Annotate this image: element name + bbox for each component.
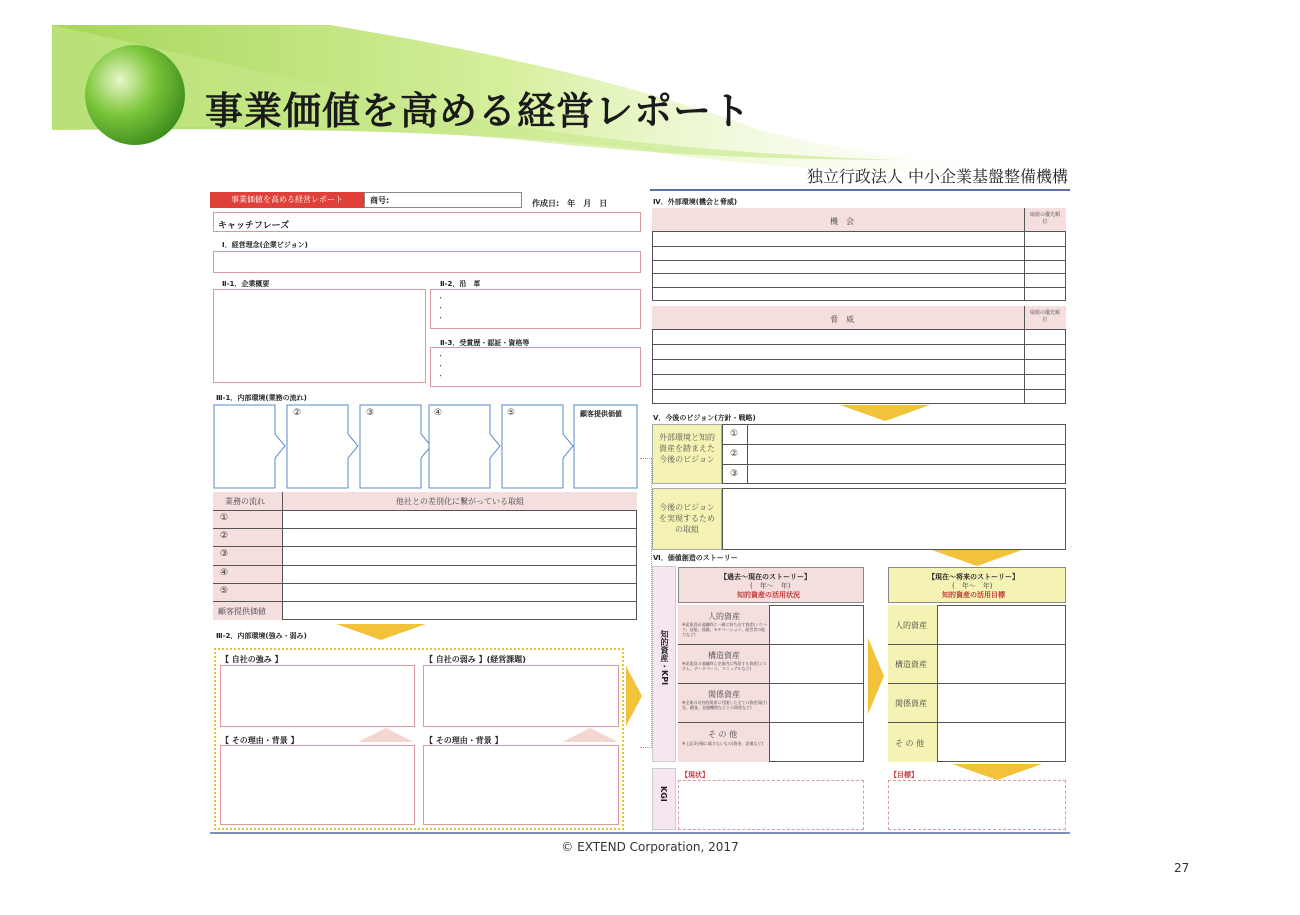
asset-4-desc: ※上記3分類に属さないもの(資金、設備など) [682, 741, 764, 746]
vision-action-field[interactable] [722, 488, 1066, 550]
arrow-up-icon [358, 728, 414, 742]
asset-2-name: 構造資産 [708, 651, 740, 660]
arrow-right-icon [868, 638, 884, 714]
priority-label-1: 取組の優先順位 [1030, 212, 1061, 225]
reason2-field[interactable] [423, 745, 619, 825]
future-asset-4: そ の 他 [895, 739, 925, 748]
company-label: 商号: [370, 196, 390, 205]
flow-step-value: 顧客提供価値 [580, 410, 622, 418]
future-asset-1: 人的資産 [895, 621, 927, 630]
goal-kgi-field[interactable] [888, 780, 1066, 830]
table-row-3: ③ [220, 549, 229, 559]
globe-icon [85, 45, 185, 145]
past-sub: 知的資産の活用状況 [737, 591, 800, 599]
bottom-rule [210, 832, 1070, 834]
awards-field[interactable] [430, 347, 641, 387]
vision-action-label: 今後のビジョンを実現するための取組 [659, 503, 715, 534]
past-title: 【過去～現在のストーリー】 [720, 573, 811, 581]
date-label: 作成日: 年 月 日 [532, 199, 608, 208]
arrow-down-icon [840, 405, 930, 421]
section2-2-label: Ⅱ-2．沿 革 [440, 280, 481, 288]
section3-1-label: Ⅲ-1．内部環境(業務の流れ) [216, 394, 307, 402]
history-field[interactable] [430, 289, 641, 329]
vision-num-1: ① [730, 429, 739, 439]
section3-2-label: Ⅲ-2．内部環境(強み・弱み) [216, 632, 307, 640]
organization-name: 独立行政法人 中小企業基盤整備機構 [806, 167, 1068, 186]
asset-1-desc: ※従業員が退職時に一緒に持ち出す資産(ノウハウ、技能、経験、モチベーション、経営者の能力など) [682, 622, 767, 637]
weakness-field[interactable] [423, 665, 619, 727]
vision-num-2: ② [730, 449, 739, 459]
company-overview-field[interactable] [213, 289, 426, 383]
goal-label: 【目標】 [890, 771, 918, 779]
past-years: ( 年～ 年) [750, 582, 791, 590]
reason1-field[interactable] [220, 745, 415, 825]
table-row-value: 顧客提供価値 [218, 607, 266, 616]
weakness-label: 【 自社の弱み 】(経営課題) [425, 655, 526, 664]
arrow-down-icon [952, 764, 1042, 780]
table-row-2: ② [220, 531, 229, 541]
asset-3-name: 関係資産 [708, 690, 740, 699]
table-head-left: 業務の流れ [225, 497, 265, 506]
flow-step-5: ⑤ [507, 408, 516, 418]
current-label: 【現状】 [681, 771, 709, 779]
catchphrase-label: キャッチフレーズ [218, 221, 290, 231]
strength-field[interactable] [220, 665, 415, 727]
slide-title: 事業価値を高める経営レポート [205, 89, 752, 133]
asset-4-name: そ の 他 [708, 730, 738, 739]
current-kgi-field[interactable] [678, 780, 864, 830]
table-head-right: 他社との差別化に繋がっている取組 [396, 497, 524, 506]
section4-label: Ⅳ．外部環境(機会と脅威) [653, 198, 738, 206]
arrow-up-icon [562, 728, 618, 742]
page-number: 27 [1174, 861, 1190, 875]
priority-label-2: 取組の優先順位 [1030, 310, 1061, 323]
vision-field[interactable] [213, 251, 641, 273]
section6-label: Ⅵ．価値創造のストーリー [653, 554, 738, 562]
future-sub: 知的資産の活用目標 [942, 591, 1005, 599]
table-row-5: ⑤ [220, 586, 229, 596]
vision-num-3: ③ [730, 469, 739, 479]
reason1-label: 【 その理由・背景 】 [221, 736, 299, 745]
business-flow-diagram [213, 404, 639, 490]
vision-label: 外部環境と知的資産を踏まえた今後のビジョン [659, 433, 715, 464]
threat-label: 脅 威 [830, 315, 854, 324]
kgi-label: KGI [659, 786, 668, 802]
asset-1-name: 人的資産 [708, 612, 740, 621]
table-row-4: ④ [220, 568, 229, 578]
arrow-down-icon [336, 624, 426, 640]
section2-3-label: Ⅱ-3．受賞歴・認証・資格等 [440, 339, 530, 347]
section2-1-label: Ⅱ-1．企業概要 [222, 280, 270, 288]
flow-step-4: ④ [434, 408, 443, 418]
flow-step-2: ② [293, 408, 302, 418]
asset-2-desc: ※従業員の退職時に企業内に残留する資産(システム、データベース、マニュアルなど) [682, 661, 767, 671]
asset-3-desc: ※企業の対外的関係に付随した全ての資産(取引先、顧客、金融機関などとの関係など) [682, 700, 767, 710]
arrow-down-icon [932, 550, 1022, 566]
copyright: © EXTEND Corporation, 2017 [561, 840, 739, 854]
flow-step-3: ③ [366, 408, 375, 418]
future-title: 【現在～将来のストーリー】 [928, 573, 1019, 581]
strength-label: 【 自社の強み 】 [221, 655, 283, 664]
section1-label: Ⅰ．経営理念(企業ビジョン) [222, 241, 308, 249]
top-rule [650, 189, 1070, 191]
red-tab: 事業価値を高める経営レポート [210, 192, 364, 208]
future-asset-3: 関係資産 [895, 699, 927, 708]
table-row-1: ① [220, 513, 229, 523]
future-years: ( 年～ 年) [952, 582, 993, 590]
reason2-label: 【 その理由・背景 】 [425, 736, 503, 745]
vision-table [722, 424, 1066, 484]
future-asset-2: 構造資産 [895, 660, 927, 669]
opportunity-label: 機 会 [830, 217, 854, 226]
vertical-label: 知的資産・KPI [660, 630, 669, 686]
section5-label: Ⅴ．今後のビジョン(方針・戦略) [653, 414, 756, 422]
